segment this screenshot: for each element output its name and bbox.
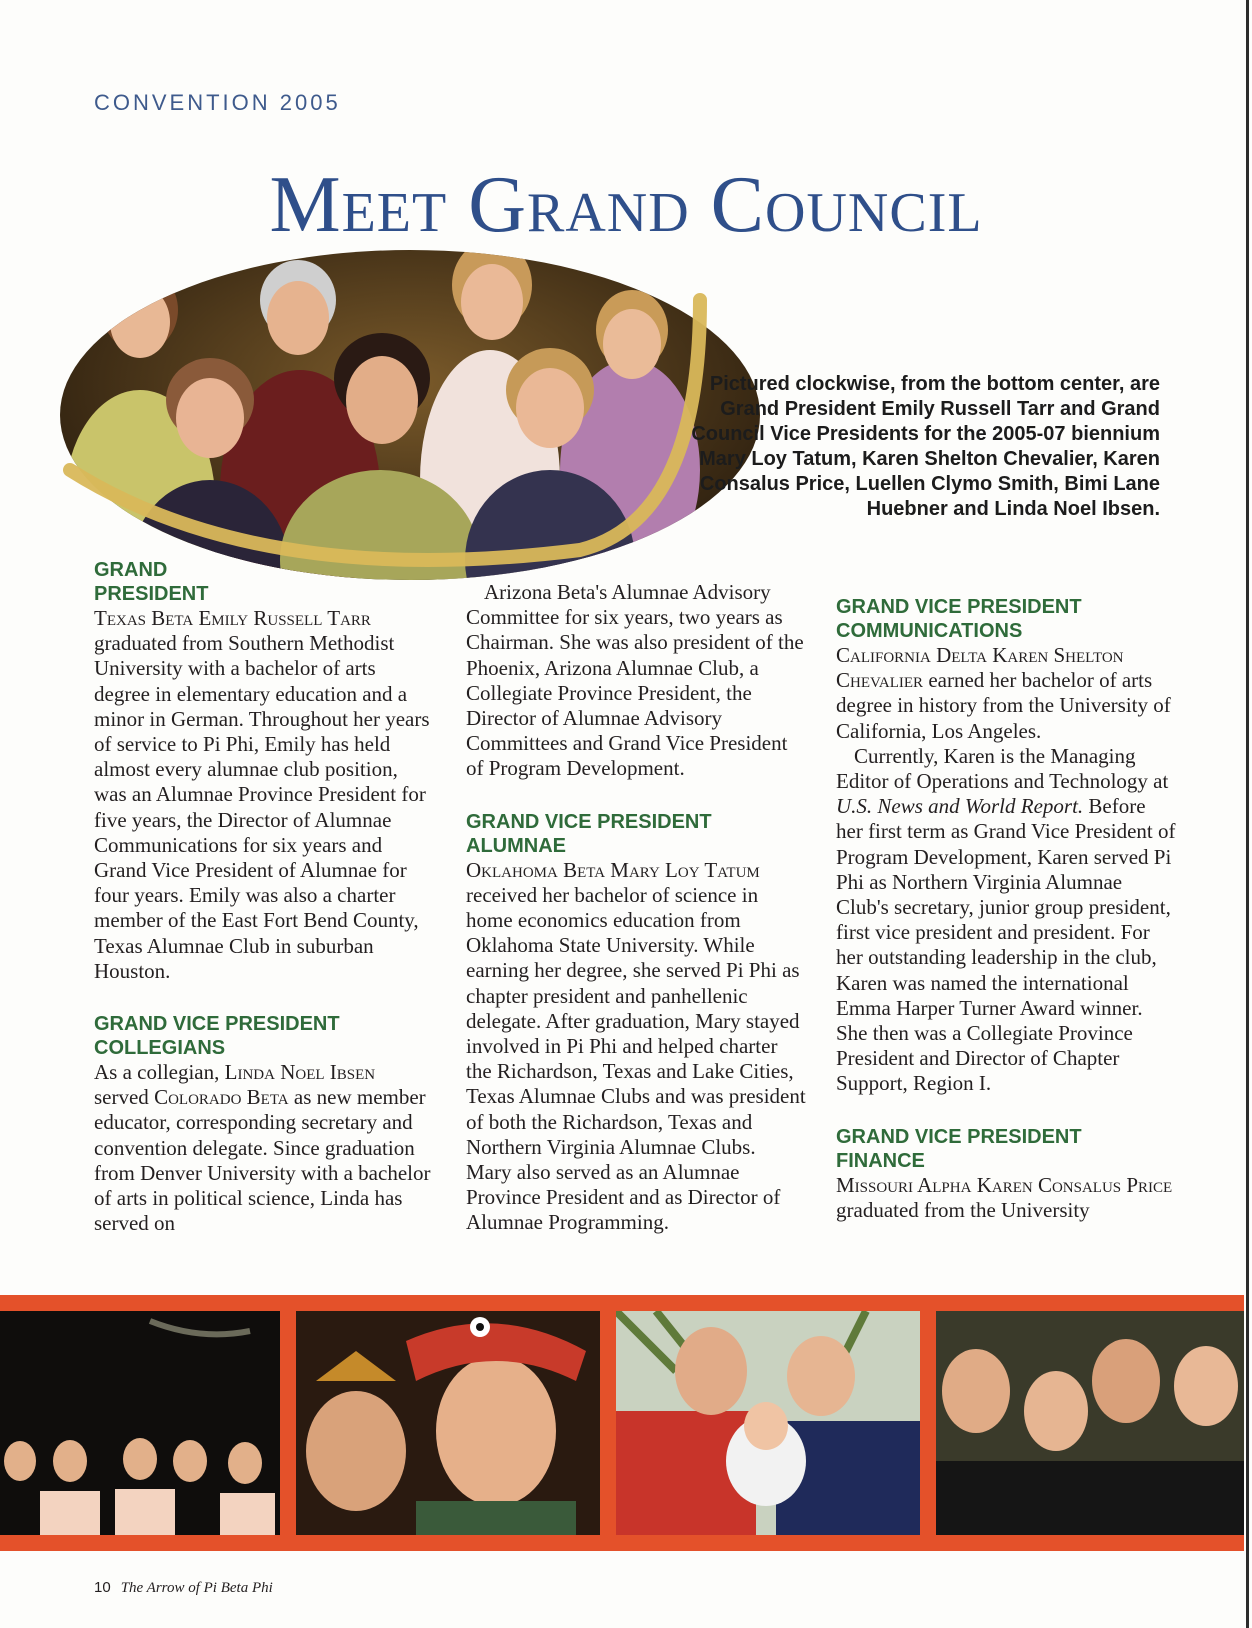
finance-lead: Missouri Alpha Karen Consalus Price bbox=[836, 1172, 1173, 1197]
finance-body: graduated from the University bbox=[836, 1197, 1090, 1222]
collegians-mid: served bbox=[94, 1085, 155, 1110]
collegians-text bbox=[94, 1060, 434, 1236]
alumnae-body: received her bachelor of science in home economics education from Oklahoma State University. While earning her degree, she served Pi Phi as chapter president and panhellenic delegate. After graduation, Mary stayed involved in Pi Phi and helped charter the Richardson, Texas and Lake Cities, Texas Alumnae Clubs and was president of both the Richardson, Texas and Northern Virginia Alumnae Clubs. Mary also served as an Alumnae Province President and as Director of Alumnae Programming. bbox=[466, 882, 806, 1235]
convention-photo-2 bbox=[296, 1311, 600, 1535]
collegians-name: Linda Noel Ibsen bbox=[224, 1060, 376, 1085]
heading-grand-president: GRAND PRESIDENT bbox=[94, 559, 209, 605]
heading-gvp-collegians: GRAND VICE PRESIDENT COLLEGIANS bbox=[94, 1013, 340, 1060]
communications-p2-post: Before her first term as Grand Vice President of Program Development, Karen served Pi Phi as Northern Virginia Alumnae Club's secretary, junior group president, first vice president and president. For her outstanding leadership in the club, Karen was named the international Emma Harper Turner Award winner. She then was a Collegiate Province President and Director of Chapter Support, Region I. bbox=[836, 794, 1176, 1096]
page-footer bbox=[94, 1579, 273, 1597]
heading-gvp-alumnae: GRAND VICE PRESIDENT ALUMNAE bbox=[466, 810, 712, 857]
communications-text bbox=[836, 643, 1176, 744]
collegians-continued: Arizona Beta's Alumnae Advisory Committee for six years, two years as Chairman. She was also president of the Phoenix, Arizona Alumnae Club, a Collegiate Province President, the Director of Alumnae Advisory Committees and Grand Vice President of Program Development. bbox=[466, 580, 804, 781]
president-lead: Texas Beta Emily Russell Tarr bbox=[94, 606, 371, 630]
communications-lead: California Delta Karen Shelton Chevalier bbox=[836, 643, 1124, 693]
page-number: 10 bbox=[94, 1579, 111, 1596]
communications-p2-pre: Currently, Karen is the Managing Editor of Operations and Technology at bbox=[836, 743, 1169, 794]
alumnae-text bbox=[466, 858, 806, 1236]
finance-text bbox=[836, 1173, 1176, 1223]
page-title: Meet Grand Council bbox=[269, 161, 983, 249]
collegians-pre: As a collegian, bbox=[94, 1060, 225, 1085]
column-2 bbox=[466, 580, 806, 1236]
collegians-body: as new member educator, corresponding secretary and convention delegate. Since graduation from Denver University with a bachelor of arts in political science, Linda has served on bbox=[94, 1085, 431, 1236]
convention-photo-1 bbox=[0, 1311, 280, 1535]
publication-name: The Arrow of Pi Beta Phi bbox=[120, 1580, 273, 1596]
president-text bbox=[94, 606, 434, 984]
alumnae-lead: Oklahoma Beta Mary Loy Tatum bbox=[466, 857, 760, 882]
convention-photo-4 bbox=[936, 1311, 1244, 1535]
convention-photo-3 bbox=[616, 1311, 920, 1535]
communications-publication: U.S. News and World Report. bbox=[836, 794, 1084, 819]
collegians-chapter: Colorado Beta bbox=[154, 1085, 289, 1110]
heading-gvp-communications: GRAND VICE PRESIDENT COMMUNICATIONS bbox=[836, 596, 1082, 642]
column-1 bbox=[94, 558, 434, 1236]
communications-text-2 bbox=[836, 744, 1176, 1097]
president-body: graduated from Southern Methodist University with a bachelor of arts degree in elementary education and a minor in German. Throughout her years of service to Pi Phi, Emily has held almost every alumnae club position, was an Alumnae Province President for five years, the Director of Alumnae Communications for six years and Grand Vice President of Alumnae for four years. Emily was also a charter member of the East Fort Bend County, Texas Alumnae Club in suburban Houston. bbox=[94, 631, 430, 983]
photo-caption: Pictured clockwise, from the bottom center, are Grand President Emily Russell Tarr and Grand Council Vice Presidents for the 2005-07 biennium Mary Loy Tatum, Karen Shelton Chevalier, Karen Consalus Price, Luellen Clymo Smith, Bimi Lane Huebner and Linda Noel Ibsen. bbox=[691, 373, 1160, 520]
heading-gvp-finance: GRAND VICE PRESIDENT FINANCE bbox=[836, 1125, 1082, 1172]
group-photo bbox=[60, 240, 760, 600]
section-kicker: CONVENTION 2005 bbox=[94, 90, 341, 115]
column-3 bbox=[836, 595, 1176, 1223]
communications-body: earned her bachelor of arts degree in history from the University of California, Los Angeles. bbox=[836, 668, 1171, 743]
